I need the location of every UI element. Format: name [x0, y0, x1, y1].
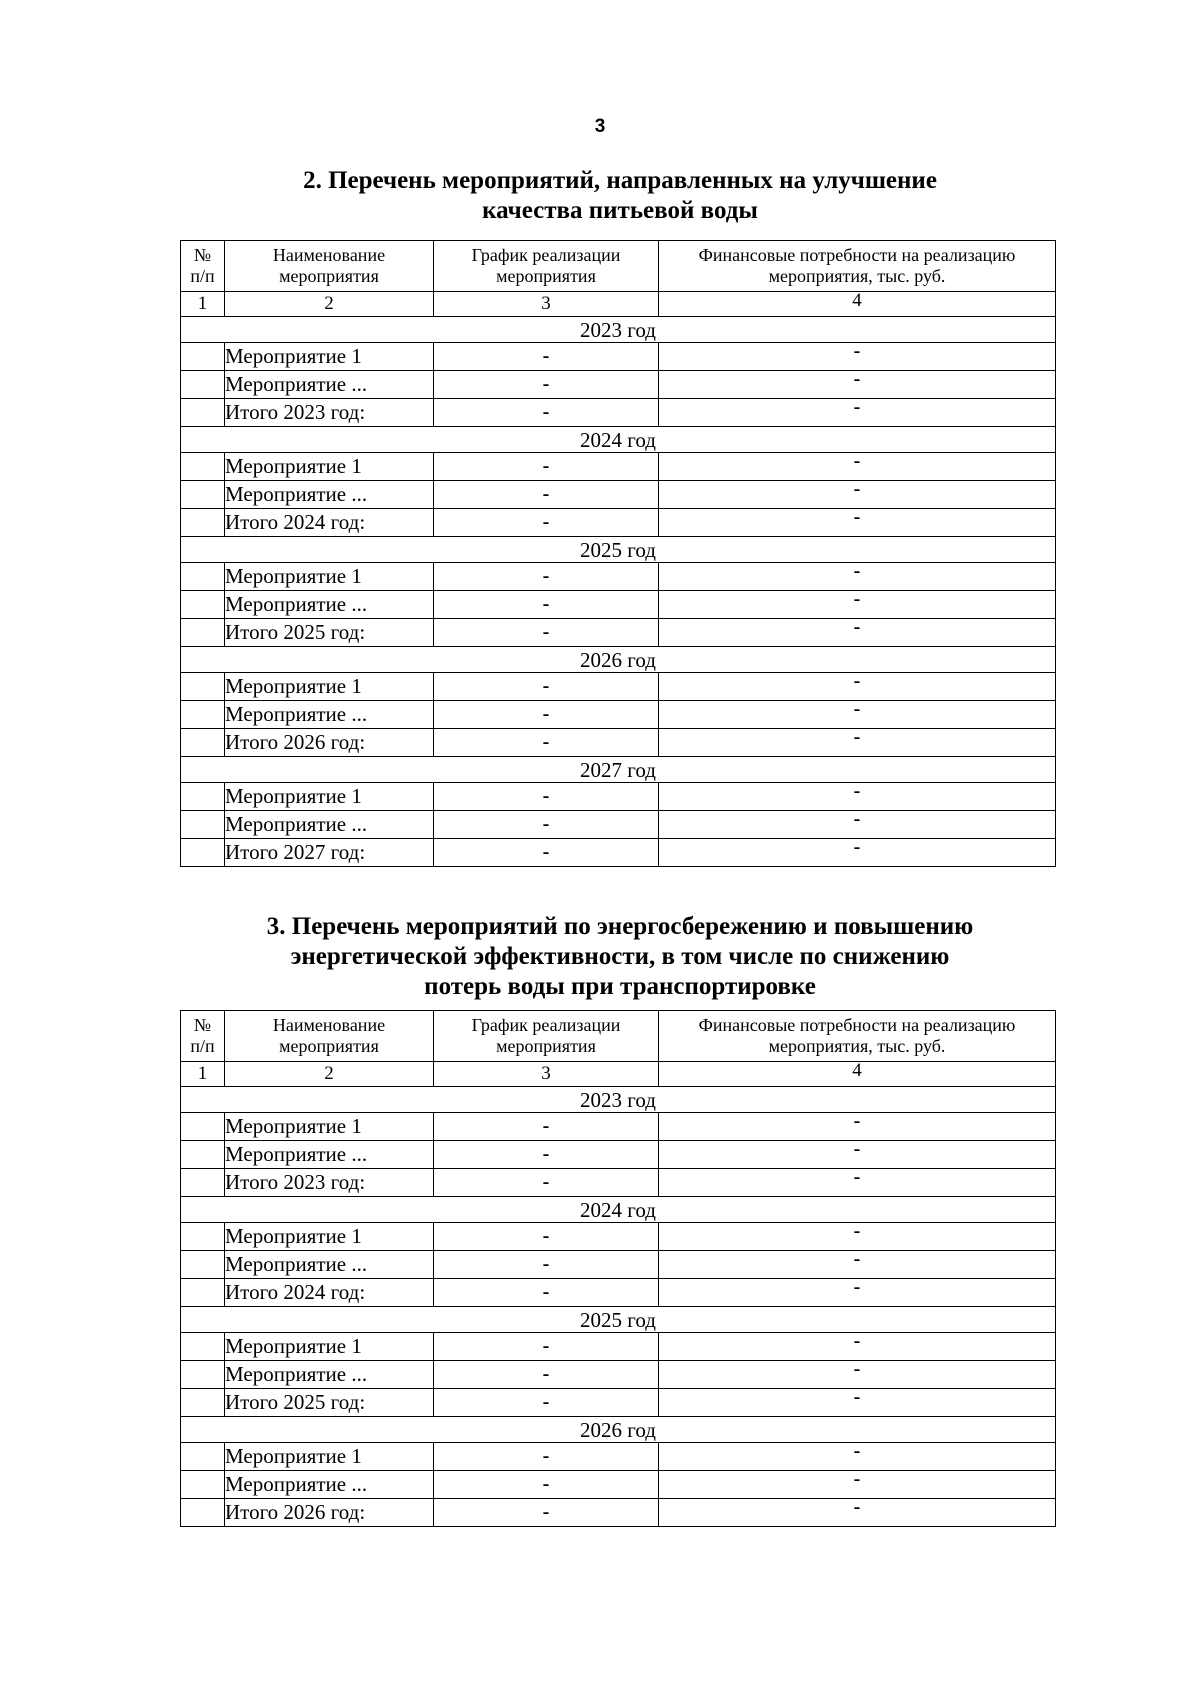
table-row: [181, 673, 1056, 701]
measure-name: Мероприятие 1: [225, 563, 434, 591]
schedule-value: -: [434, 1333, 659, 1361]
schedule-value: -: [434, 619, 659, 647]
measure-name: Итого 2023 год:: [225, 399, 434, 427]
column-number: 1: [181, 292, 225, 317]
column-number: 3: [434, 292, 659, 317]
row-number: [181, 1169, 225, 1197]
table-row: [181, 1113, 1056, 1141]
finance-value: -: [659, 481, 1056, 509]
year-label: 2027 год: [181, 757, 1056, 783]
schedule-value: -: [434, 1389, 659, 1417]
schedule-value: -: [434, 1169, 659, 1197]
row-number: [181, 343, 225, 371]
row-number: [181, 729, 225, 757]
column-number: 4: [659, 1062, 1056, 1087]
finance-value: -: [659, 1443, 1056, 1471]
table-row: [181, 481, 1056, 509]
year-row: [181, 537, 1056, 563]
header-name: [225, 1011, 434, 1062]
measure-name: Мероприятие 1: [225, 453, 434, 481]
table-row: [181, 453, 1056, 481]
header-finance-line: Финансовые потребности на реализацию: [698, 1015, 1016, 1035]
table-row: [181, 1251, 1056, 1279]
year-label: 2026 год: [181, 1417, 1056, 1443]
table-row: [181, 1141, 1056, 1169]
header-name-line: Наименование: [272, 245, 386, 265]
table-row: [181, 1333, 1056, 1361]
section-title-water-quality: [180, 166, 1060, 226]
table-row: [181, 563, 1056, 591]
title-line: энергетической эффективности, в том числе по снижению: [290, 943, 950, 970]
year-row: [181, 757, 1056, 783]
column-number: 1: [181, 1062, 225, 1087]
schedule-value: -: [434, 1471, 659, 1499]
row-number: [181, 591, 225, 619]
table-row: [181, 371, 1056, 399]
row-number: [181, 1333, 225, 1361]
schedule-value: -: [434, 811, 659, 839]
measure-name: Мероприятие 1: [225, 783, 434, 811]
measures-table-energy-saving: [180, 1010, 1056, 1527]
row-number: [181, 673, 225, 701]
measure-name: Мероприятие 1: [225, 1333, 434, 1361]
row-number: [181, 1113, 225, 1141]
year-label: 2024 год: [181, 1197, 1056, 1223]
row-number: [181, 371, 225, 399]
measure-name: Мероприятие ...: [225, 1251, 434, 1279]
schedule-value: -: [434, 481, 659, 509]
measure-name: Мероприятие ...: [225, 481, 434, 509]
table-row: [181, 1169, 1056, 1197]
measure-name: Мероприятие ...: [225, 1471, 434, 1499]
schedule-value: -: [434, 1223, 659, 1251]
row-number: [181, 839, 225, 867]
table-row: [181, 1361, 1056, 1389]
schedule-value: -: [434, 591, 659, 619]
measures-table-water-quality: [180, 240, 1056, 867]
year-label: 2026 год: [181, 647, 1056, 673]
row-number: [181, 1361, 225, 1389]
measure-name: Мероприятие ...: [225, 371, 434, 399]
finance-value: -: [659, 1471, 1056, 1499]
schedule-value: -: [434, 701, 659, 729]
year-row: [181, 1087, 1056, 1113]
finance-value: -: [659, 371, 1056, 399]
row-number: [181, 453, 225, 481]
table-row: [181, 729, 1056, 757]
row-number: [181, 701, 225, 729]
measure-name: Итого 2026 год:: [225, 729, 434, 757]
finance-value: -: [659, 1361, 1056, 1389]
header-finance-line: Финансовые потребности на реализацию: [698, 245, 1016, 265]
header-row: [181, 241, 1056, 292]
table-row: [181, 619, 1056, 647]
measure-name: Итого 2023 год:: [225, 1169, 434, 1197]
measure-name: Мероприятие ...: [225, 1141, 434, 1169]
measure-name: Итого 2025 год:: [225, 1389, 434, 1417]
schedule-value: -: [434, 343, 659, 371]
measure-name: Мероприятие ...: [225, 591, 434, 619]
header-schedule-line: мероприятия: [496, 266, 596, 286]
row-number: [181, 783, 225, 811]
year-row: [181, 317, 1056, 343]
header-name-line: мероприятия: [279, 266, 379, 286]
finance-value: -: [659, 453, 1056, 481]
header-schedule-line: График реализации: [471, 1015, 621, 1035]
header-name-line: Наименование: [272, 1015, 386, 1035]
header-schedule: [434, 1011, 659, 1062]
table-row: [181, 1279, 1056, 1307]
year-label: 2025 год: [181, 537, 1056, 563]
table-row: [181, 1471, 1056, 1499]
column-number: 2: [225, 1062, 434, 1087]
finance-value: -: [659, 701, 1056, 729]
column-number: 2: [225, 292, 434, 317]
finance-value: -: [659, 673, 1056, 701]
year-row: [181, 1417, 1056, 1443]
section-title-energy-saving: [180, 912, 1060, 1002]
header-num-line: п/п: [190, 1036, 215, 1056]
schedule-value: -: [434, 509, 659, 537]
measure-name: Мероприятие 1: [225, 1223, 434, 1251]
schedule-value: -: [434, 1361, 659, 1389]
schedule-value: -: [434, 399, 659, 427]
schedule-value: -: [434, 783, 659, 811]
finance-value: -: [659, 1499, 1056, 1527]
measure-name: Итого 2027 год:: [225, 839, 434, 867]
header-finance-line: мероприятия, тыс. руб.: [768, 1036, 946, 1056]
year-label: 2023 год: [181, 317, 1056, 343]
title-line: качества питьевой воды: [482, 197, 758, 224]
measure-name: Мероприятие ...: [225, 811, 434, 839]
table-row: [181, 783, 1056, 811]
year-row: [181, 647, 1056, 673]
year-row: [181, 427, 1056, 453]
finance-value: -: [659, 1279, 1056, 1307]
header-name: [225, 241, 434, 292]
header-num-line: п/п: [190, 266, 215, 286]
header-finance-line: мероприятия, тыс. руб.: [768, 266, 946, 286]
column-number: 3: [434, 1062, 659, 1087]
row-number: [181, 399, 225, 427]
finance-value: -: [659, 563, 1056, 591]
page-number: 3: [594, 116, 606, 137]
schedule-value: -: [434, 1499, 659, 1527]
header-row: [181, 1011, 1056, 1062]
row-number: [181, 1279, 225, 1307]
measure-name: Мероприятие 1: [225, 673, 434, 701]
column-number: 4: [659, 292, 1056, 317]
schedule-value: -: [434, 1141, 659, 1169]
table-row: [181, 343, 1056, 371]
header-schedule: [434, 241, 659, 292]
finance-value: -: [659, 1251, 1056, 1279]
year-label: 2024 год: [181, 427, 1056, 453]
schedule-value: -: [434, 1279, 659, 1307]
finance-value: -: [659, 1169, 1056, 1197]
measure-name: Мероприятие 1: [225, 1443, 434, 1471]
finance-value: -: [659, 1141, 1056, 1169]
finance-value: -: [659, 811, 1056, 839]
finance-value: -: [659, 1389, 1056, 1417]
row-number: [181, 1389, 225, 1417]
finance-value: -: [659, 591, 1056, 619]
header-finance: [659, 241, 1056, 292]
schedule-value: -: [434, 839, 659, 867]
table-row: [181, 1389, 1056, 1417]
header-num-line: №: [193, 245, 212, 265]
measure-name: Мероприятие 1: [225, 343, 434, 371]
year-row: [181, 1307, 1056, 1333]
measure-name: Мероприятие ...: [225, 1361, 434, 1389]
row-number: [181, 1471, 225, 1499]
title-line: 2. Перечень мероприятий, направленных на улучшение: [303, 167, 937, 194]
row-number: [181, 811, 225, 839]
year-label: 2023 год: [181, 1087, 1056, 1113]
table-row: [181, 591, 1056, 619]
header-num: [181, 1011, 225, 1062]
schedule-value: -: [434, 1251, 659, 1279]
measure-name: Итого 2026 год:: [225, 1499, 434, 1527]
schedule-value: -: [434, 563, 659, 591]
finance-value: -: [659, 783, 1056, 811]
row-number: [181, 563, 225, 591]
row-number: [181, 619, 225, 647]
finance-value: -: [659, 1223, 1056, 1251]
table-row: [181, 701, 1056, 729]
header-schedule-line: График реализации: [471, 245, 621, 265]
table-row: [181, 1499, 1056, 1527]
table-row: [181, 1443, 1056, 1471]
column-number-row: [181, 292, 1056, 317]
header-name-line: мероприятия: [279, 1036, 379, 1056]
row-number: [181, 481, 225, 509]
finance-value: -: [659, 399, 1056, 427]
finance-value: -: [659, 619, 1056, 647]
finance-value: -: [659, 1113, 1056, 1141]
table-row: [181, 811, 1056, 839]
table-row: [181, 509, 1056, 537]
schedule-value: -: [434, 1443, 659, 1471]
title-line: 3. Перечень мероприятий по энергосбережению и повышению: [266, 913, 974, 940]
measure-name: Итого 2024 год:: [225, 1279, 434, 1307]
table-row: [181, 1223, 1056, 1251]
header-num-line: №: [193, 1015, 212, 1035]
row-number: [181, 1141, 225, 1169]
measure-name: Итого 2025 год:: [225, 619, 434, 647]
header-schedule-line: мероприятия: [496, 1036, 596, 1056]
schedule-value: -: [434, 673, 659, 701]
row-number: [181, 1499, 225, 1527]
table-row: [181, 839, 1056, 867]
finance-value: -: [659, 729, 1056, 757]
finance-value: -: [659, 343, 1056, 371]
row-number: [181, 509, 225, 537]
schedule-value: -: [434, 729, 659, 757]
measure-name: Мероприятие 1: [225, 1113, 434, 1141]
schedule-value: -: [434, 1113, 659, 1141]
finance-value: -: [659, 509, 1056, 537]
row-number: [181, 1223, 225, 1251]
finance-value: -: [659, 839, 1056, 867]
year-label: 2025 год: [181, 1307, 1056, 1333]
header-num: [181, 241, 225, 292]
finance-value: -: [659, 1333, 1056, 1361]
schedule-value: -: [434, 453, 659, 481]
row-number: [181, 1251, 225, 1279]
column-number-row: [181, 1062, 1056, 1087]
measure-name: Итого 2024 год:: [225, 509, 434, 537]
year-row: [181, 1197, 1056, 1223]
measure-name: Мероприятие ...: [225, 701, 434, 729]
title-line: потерь воды при транспортировке: [424, 973, 816, 1000]
schedule-value: -: [434, 371, 659, 399]
table-row: [181, 399, 1056, 427]
row-number: [181, 1443, 225, 1471]
header-finance: [659, 1011, 1056, 1062]
